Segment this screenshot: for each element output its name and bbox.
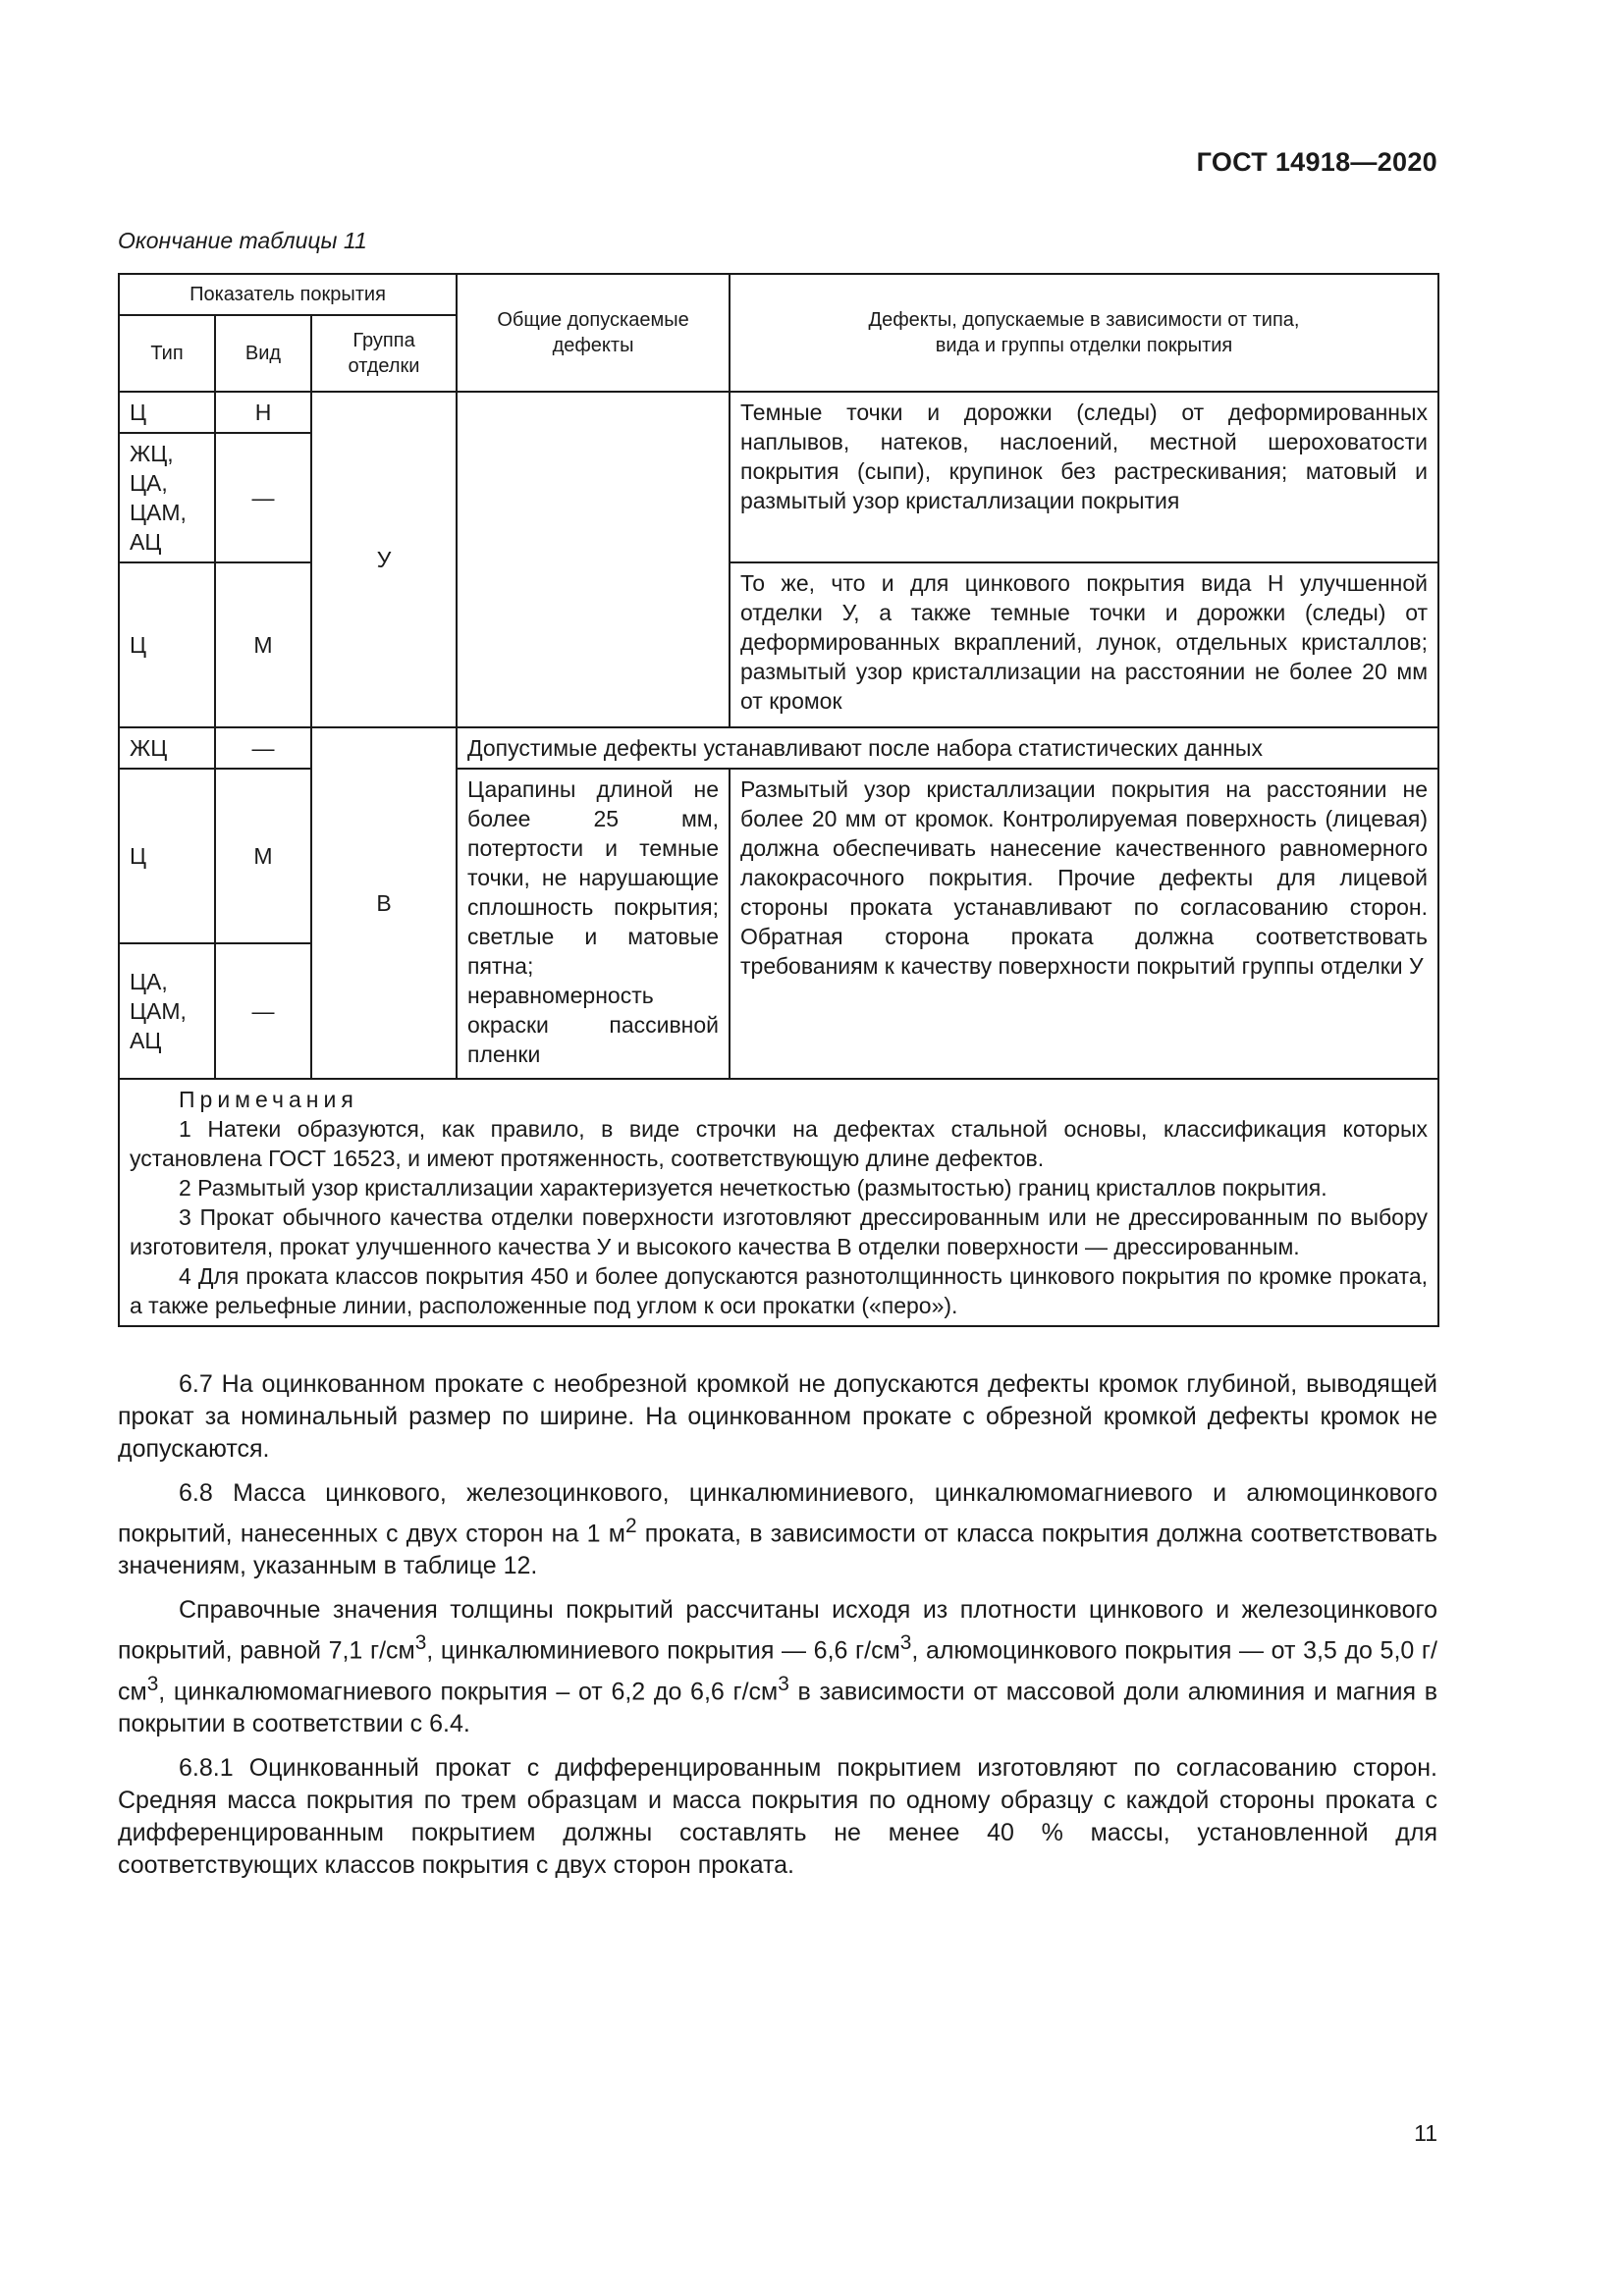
table-caption: Окончание таблицы 11 [118, 228, 367, 253]
note-item: 2 Размытый узор кристаллизации характеризуется нечеткостью (размытостью) границ кристаллов покрытия. [179, 1175, 1327, 1201]
paragraph-density: Справочные значения толщины покрытий рассчитаны исходя из плотности цинкового и железоцинкового покрытий, равной 7,1 $г/см^3$, цинкалюминиевого покрытия — 6,6 $г/см^3$, алюмоцинкового покрытия — от 3,5 до 5,0 $г/см^3$, цинкалюмомагниевого покрытия – от 6,2 до 6,6 $г/см^3$ в зависимости от массовой доли алюминия и магния в покрытии в соответствии с 6.4. [118, 1596, 1437, 1737]
cell-type: Ц [119, 769, 215, 943]
cell-kind: М [215, 562, 311, 727]
cell-kind: — [215, 433, 311, 562]
cell-type: ЖЦ [119, 727, 215, 769]
cell-group-u: У [311, 392, 457, 727]
note-item: 4 Для проката классов покрытия 450 и более допускаются разнотолщинность цинкового покрытия по кромке проката, а также рельефные линии, расположенные под углом к оси прокатки («перо»). [130, 1263, 1429, 1318]
cell-common-v: Царапины длиной не более 25 мм, потертости и темные точки, не нарушающие сплошность покрытия; светлые и матовые пятна; неравномерность окраски пассивной пленки [457, 769, 730, 1079]
standard-code: ГОСТ 14918—2020 [1196, 147, 1437, 177]
cell-group-v: В [311, 727, 457, 1079]
cell-type: Ц [119, 392, 215, 433]
header-type: Тип [119, 315, 215, 392]
cell-defects-u-1: Темные точки и дорожки (следы) от деформированных наплывов, натеков, наслоений, местной шероховатости покрытия (сыпи), крупинок без растрескивания; матовый и размытый узор кристаллизации покрытия [730, 392, 1438, 562]
body-text [118, 1368, 1437, 1882]
header-coating-indicator: Показатель покрытия [119, 274, 457, 315]
header-finish-group: Группа отделки [311, 315, 457, 392]
table-notes [119, 1079, 1438, 1326]
header-common-defects: Общие допускаемые дефекты [457, 274, 730, 392]
cell-kind: — [215, 943, 311, 1079]
notes-row [119, 1079, 1438, 1326]
note-item: 3 Прокат обычного качества отделки поверхности изготовляют дрессированным или не дрессированным по выбору изготовителя, прокат улучшенного качества У и высокого качества В отделки поверхности — дрессированным. [130, 1204, 1429, 1259]
paragraph-6-8: 6.8 Масса цинкового, железоцинкового, цинкалюминиевого, цинкалюмомагниевого и алюмоцинкового покрытий, нанесенных с двух сторон на 1 $м^2$ проката, в зависимости от класса покрытия должна соответствовать значениям, указанным в таблице 12. [118, 1479, 1437, 1580]
header-defects-by-type: Дефекты, допускаемые в зависимости от типа, вида и группы отделки покрытия [730, 274, 1438, 392]
paragraph-6-8-1: 6.8.1 Оцинкованный прокат с дифференцированным покрытием изготовляют по согласованию сторон. Средняя масса покрытия по трем образцам и масса покрытия по одному образцу с каждой стороны проката с дифференцированным покрытием должны составлять не менее 40 % массы, установленной для соответствующих классов покрытия с двух сторон проката. [118, 1753, 1437, 1879]
cell-type: ЦА, ЦАМ, АЦ [119, 943, 215, 1079]
header-kind: Вид [215, 315, 311, 392]
defects-table [118, 273, 1439, 1327]
note-item: 1 Натеки образуются, как правило, в виде строчки на дефектах стальной основы, классификация которых установлена ГОСТ 16523, и имеют протяженность, соответствующую длине дефектов. [130, 1116, 1429, 1171]
table-row [119, 727, 1438, 769]
cell-common-empty [457, 392, 730, 727]
cell-defects-v: Размытый узор кристаллизации покрытия на расстоянии не более 20 мм от кромок. Контролируемая поверхность (лицевая) должна обеспечивать нанесение качественного равномерного лакокрасочного покрытия. Прочие дефекты для лицевой стороны проката устанавливают по согласованию сторон. Обратная сторона проката должна соответствовать требованиям к качеству поверхности покрытий группы отделки У [730, 769, 1438, 1079]
cell-kind: Н [215, 392, 311, 433]
cell-defects-v-zhc: Допустимые дефекты устанавливают после набора статистических данных [457, 727, 1438, 769]
cell-kind: М [215, 769, 311, 943]
notes-title: Примечания [179, 1087, 358, 1112]
cell-type: ЖЦ, ЦА, ЦАМ, АЦ [119, 433, 215, 562]
table-row [119, 392, 1438, 433]
header-row [119, 274, 1438, 315]
page-number: 11 [1414, 2120, 1437, 2146]
cell-defects-u-2: То же, что и для цинкового покрытия вида Н улучшенной отделки У, а также темные точки и дорожки (следы) от деформированных вкраплений, лунок, отдельных кристаллов; размытый узор кристаллизации на расстоянии не более 20 мм от кромок [730, 562, 1438, 727]
cell-kind: — [215, 727, 311, 769]
paragraph-6-7: 6.7 На оцинкованном прокате с необрезной кромкой не допускаются дефекты кромок глубиной, выводящей прокат за номинальный размер по ширине. На оцинкованном прокате с обрезной кромкой дефекты кромок не допускаются. [118, 1370, 1437, 1463]
cell-type: Ц [119, 562, 215, 727]
